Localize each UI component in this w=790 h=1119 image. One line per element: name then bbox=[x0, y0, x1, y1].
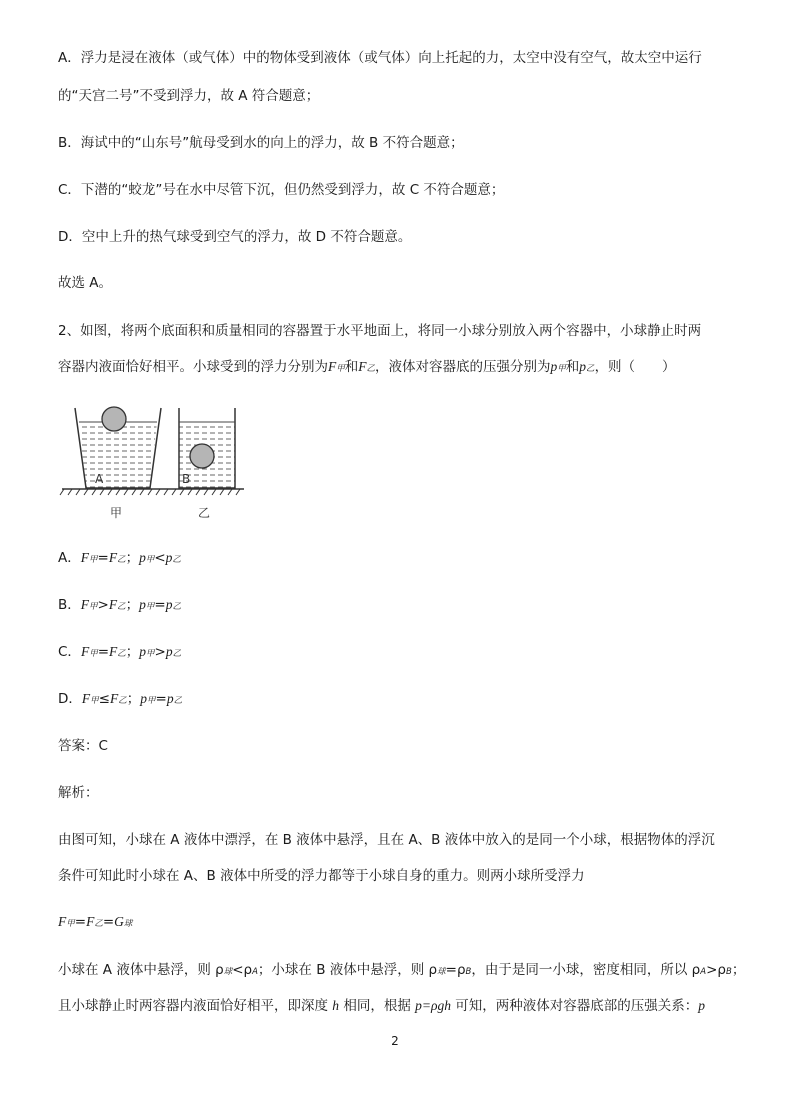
q2-stem-line1: 2、如图，将两个底面积和质量相同的容器置于水平地面上，将同一小球分别放入两个容器中，小球静止时两 bbox=[58, 323, 702, 339]
q2-analysis-line1: 由图可知，小球在 A 液体中漂浮，在 B 液体中悬浮，且在 A、B 液体中放入的是同一个小球，根据物体的浮沉 bbox=[58, 832, 715, 848]
liquid-a bbox=[79, 422, 157, 488]
q2-analysis-line3: 小球在 A 液体中悬浮，则 ρ球<ρA；小球在 B 液体中悬浮，则 ρ球=ρB，由于是同一小球，密度相同，所以 ρA>ρB； bbox=[58, 962, 746, 978]
q2-option-d: D．F甲≤F乙；p甲=p乙 bbox=[58, 691, 183, 707]
ball-a bbox=[102, 407, 126, 431]
q2-option-b: B．F甲>F乙；p甲=p乙 bbox=[58, 597, 181, 613]
label-a: A bbox=[95, 472, 104, 486]
containers-figure bbox=[58, 400, 248, 529]
q2-answer: 答案：C bbox=[58, 738, 108, 754]
q1-conclusion: 故选 A。 bbox=[58, 275, 113, 291]
caption-jia: 甲 bbox=[110, 506, 123, 520]
q2-stem-line2: 容器内液面恰好相平。小球受到的浮力分别为F甲和F乙，液体对容器底的压强分别为p甲和p乙，则（ ） bbox=[58, 359, 676, 375]
label-b: B bbox=[182, 472, 191, 486]
q2-analysis-label: 解析： bbox=[58, 785, 99, 801]
q1-option-c: C．下潜的“蛟龙”号在水中尽管下沉，但仍然受到浮力，故 C 不符合题意； bbox=[58, 182, 505, 198]
q2-buoyancy-formula: F甲=F乙=G球 bbox=[58, 914, 133, 930]
caption-yi: 乙 bbox=[198, 506, 211, 520]
q1-option-a-line2: 的“天宫二号”不受到浮力，故 A 符合题意； bbox=[58, 88, 320, 104]
containers-diagram bbox=[58, 400, 248, 525]
q2-analysis-line2: 条件可知此时小球在 A、B 液体中所受的浮力都等于小球自身的重力。则两小球所受浮力 bbox=[58, 868, 585, 884]
q1-option-a-line1: A．浮力是浸在液体（或气体）中的物体受到液体（或气体）向上托起的力，太空中没有空气，故太空中运行 bbox=[58, 50, 702, 66]
q1-option-d: D．空中上升的热气球受到空气的浮力，故 D 不符合题意。 bbox=[58, 229, 412, 245]
page-number: 2 bbox=[391, 1034, 399, 1048]
q2-option-c: C．F甲=F乙；p甲>p乙 bbox=[58, 644, 182, 660]
q1-option-b: B．海试中的“山东号”航母受到水的向上的浮力，故 B 不符合题意； bbox=[58, 135, 464, 151]
q2-option-a: A．F甲=F乙；p甲<p乙 bbox=[58, 550, 181, 566]
ball-b bbox=[190, 444, 214, 468]
q2-analysis-line4: 且小球静止时两容器内液面恰好相平，即深度 h 相同，根据 p=ρgh 可知，两种液体对容器底部的压强关系：p bbox=[58, 998, 706, 1014]
